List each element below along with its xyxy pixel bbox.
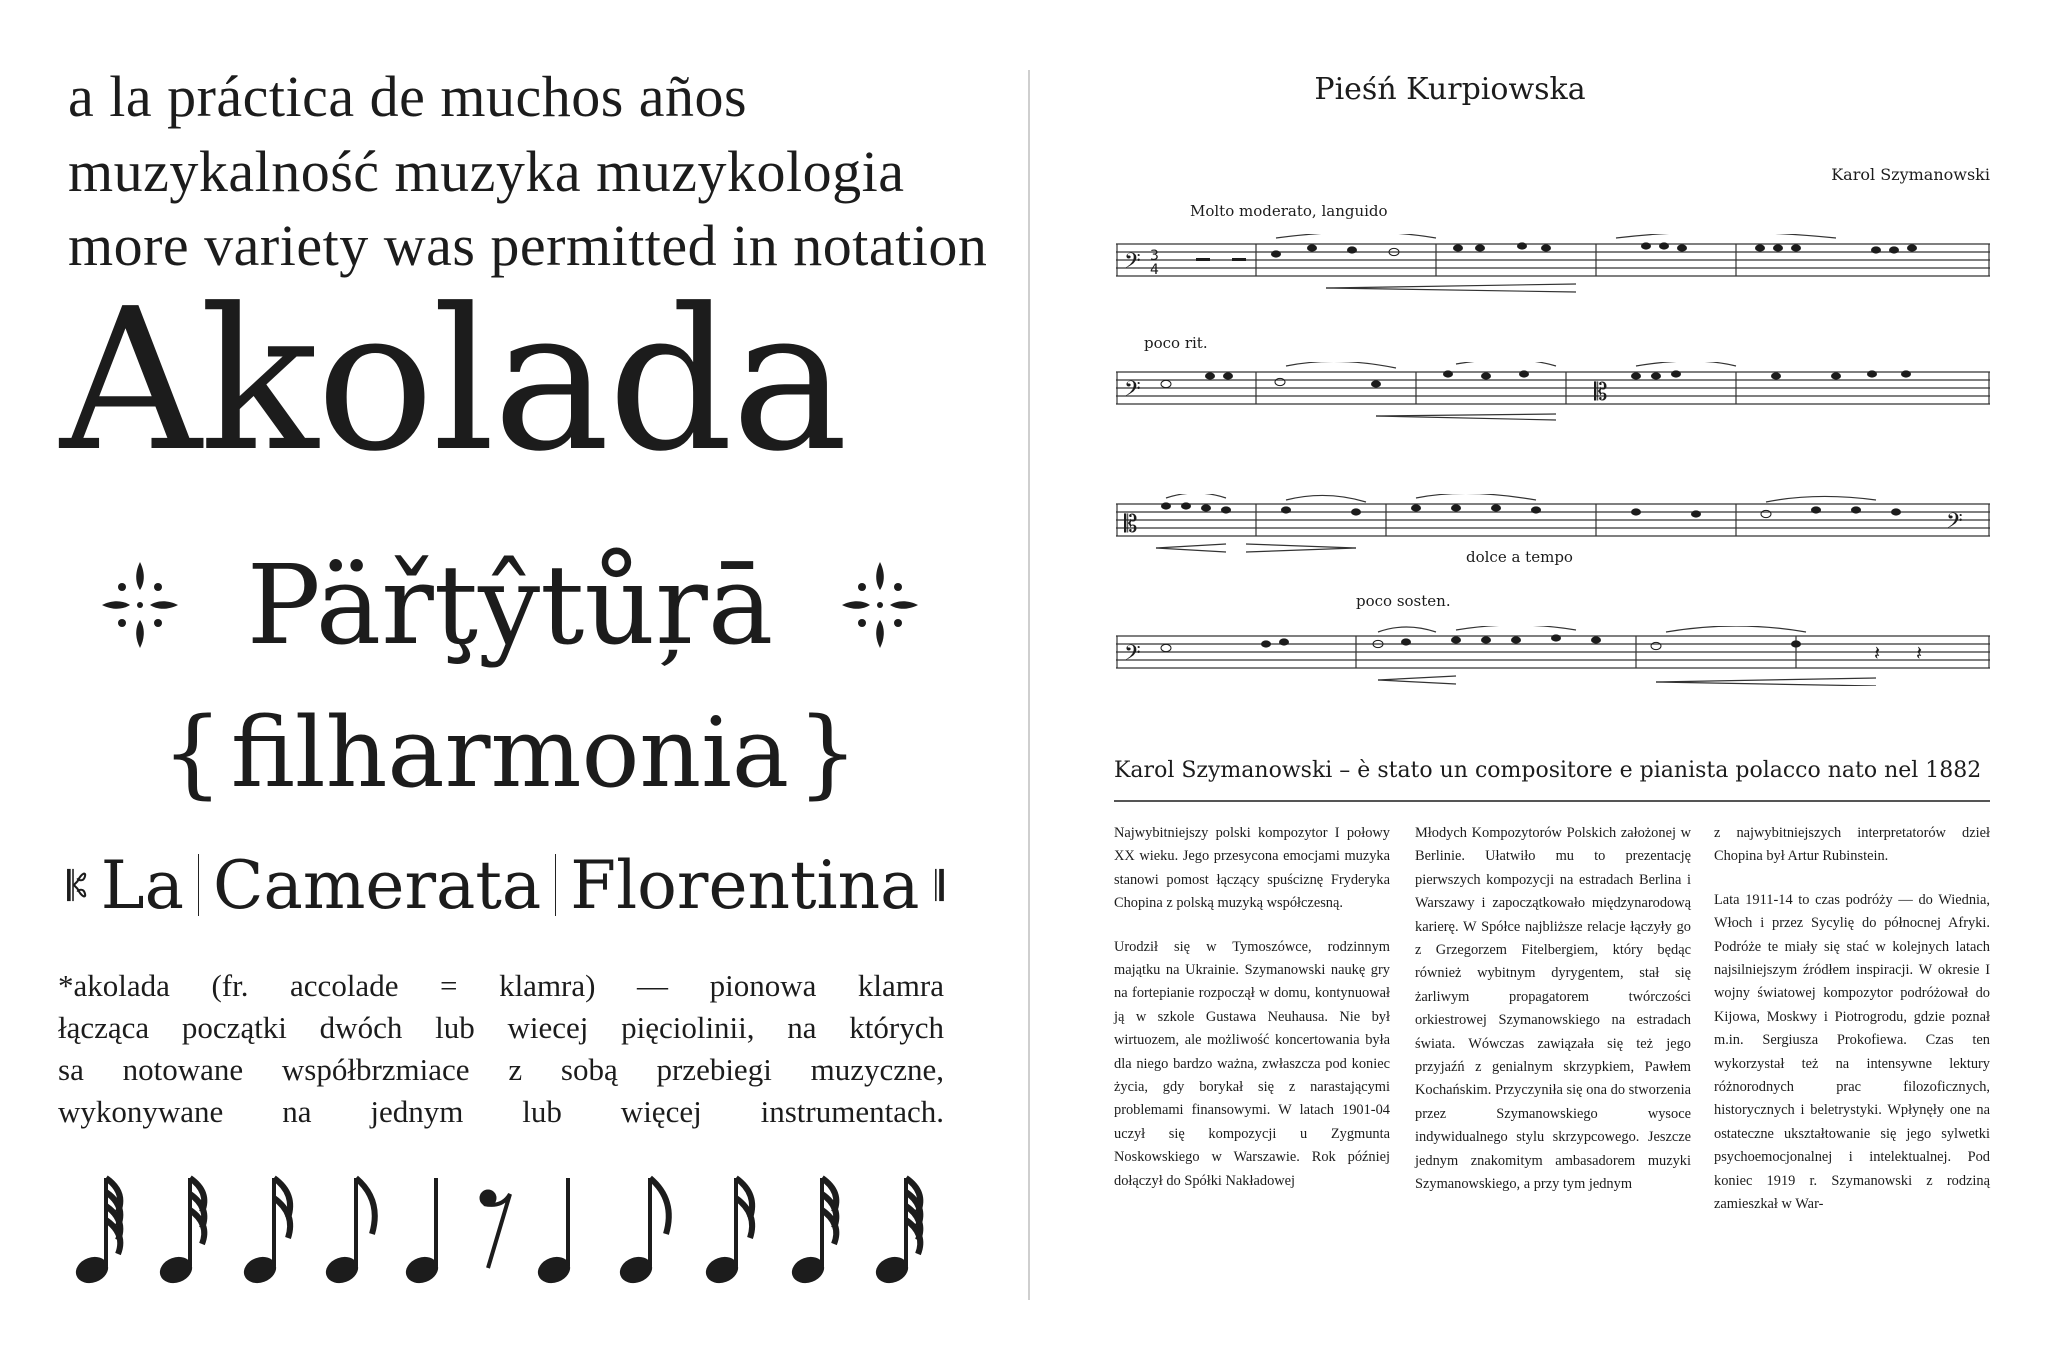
svg-text:𝄢: 𝄢	[1124, 249, 1141, 279]
final-barline-icon	[934, 852, 946, 918]
svg-text:𝄡: 𝄡	[1124, 510, 1138, 538]
staff-system-4	[1116, 626, 1990, 686]
filharmonia-word: filharmonia	[230, 697, 790, 809]
brace-close: }	[797, 697, 859, 809]
eighth-rest-icon	[480, 1190, 510, 1268]
camerata-word-3: Florentina	[570, 846, 920, 924]
svg-text:𝄽: 𝄽	[1916, 641, 1923, 665]
specimen-line-2: muzykalność muzyka muzykologia	[68, 139, 905, 204]
specimen-line-3: more variety was permitted in notation	[68, 213, 988, 278]
sixtyfourth-note-icon	[873, 1178, 920, 1287]
quarter-note-icon	[403, 1178, 441, 1287]
akolada-headline: Akolada	[60, 267, 847, 495]
quarter-note-icon	[535, 1178, 573, 1287]
staff-system-2	[1116, 362, 1990, 422]
akolada-footnote	[58, 965, 944, 1133]
page-gutter-rule	[1028, 70, 1030, 1300]
partytura-word: Päřţŷtůŗā	[246, 541, 774, 669]
specimen-line-1: a la práctica de muchos años	[68, 64, 748, 129]
flourish-left-icon	[100, 560, 180, 650]
tempo-marking: Molto moderato, languido	[1190, 202, 1388, 220]
article-subtitle: Karol Szymanowski – è stato un compositore e pianista polacco nato nel 1882	[1114, 758, 1982, 783]
separator	[198, 854, 199, 916]
camerata-word-2: Camerata	[212, 846, 542, 924]
article-column-2	[1415, 822, 1691, 1217]
sixtyfourth-note-icon	[73, 1178, 120, 1287]
footnote-line: wykonywane na jednym lub więcej instrumentach.	[58, 1094, 944, 1129]
paragraph: Najwybitniejszy polski kompozytor I połowy XX wieku. Jego przesycona emocjami muzyka stanowi pomost łączący spuściznę Fryderyka Chopina z polską muzyką współczesną.	[1114, 825, 1390, 912]
eighth-note-icon	[323, 1178, 375, 1287]
eighth-note-icon	[617, 1178, 669, 1287]
svg-text:𝄢: 𝄢	[1946, 509, 1963, 539]
partytura-row	[100, 540, 920, 670]
tempo-marking: dolce a tempo	[1466, 548, 1573, 566]
svg-text:𝄽: 𝄽	[1874, 641, 1881, 665]
sixteenth-note-icon	[241, 1178, 290, 1287]
footnote-line: *akolada (fr. accolade = klamra) — pionowa klamra	[58, 968, 944, 1003]
footnote-line: sa notowane współbrzmiace z sobą przebiegi muzyczne,	[58, 1052, 944, 1087]
article-column-3	[1714, 822, 1990, 1237]
paragraph: Lata 1911-14 to czas podróży — do Wiednia, Włoch i przez Sycylię do północnej Afryki. Podróże te miały się stać w kolejnych latach najsilniejszym źródłem inspiracji. W okresie I wojny światowej kompozytor podróżował do Kijowa, Moskwy i Piotrogrodu, gdzie poznał m.in. Sergiusza Prokofiewa. Czas ten wykorzystał też na intensywne lektury różnorodnych prac filozoficznych, historycznych i beletrystyki. Wpłynęły one na ostateczne ukształtowanie się jego sylwetki psychoemocjonalnej i intelektualnej. Pod koniec 1919 r. Szymanowski z rodziną zamieszkał w War-	[1714, 891, 1990, 1213]
c-clef-icon	[66, 852, 87, 918]
svg-text:𝄢: 𝄢	[1124, 641, 1141, 671]
sixteenth-note-icon	[703, 1178, 752, 1287]
separator	[555, 854, 556, 916]
tempo-marking: poco sosten.	[1356, 592, 1451, 610]
svg-text:3: 3	[1150, 248, 1159, 264]
footnote-line: łącząca początki dwóch lub wiecej pięciolinii, na których	[58, 1010, 944, 1045]
svg-text:𝄡: 𝄡	[1594, 378, 1608, 406]
paragraph: Młodych Kompozytorów Polskich założonej w Berlinie. Ułatwiło mu to prezentację pierwszych kompozycji na estradach Berlina i Warszawy i zapoczątkowało międzynarodową karierę. W Spółce najbliższe relacje łączyły go z Grzegorzem Fitelbergiem, który będąc również wybitnym dyrygentem, stał się żarliwym propagatorem twórczości orkiestrowej Szymanowskiego na estradach świata. Wówczas zawiązała się też jego przyjaźń z genialnym skrzypkiem, Pawłem Kochańskim. Przyczyniła się ona do stworzenia przez Szymanowskiego wysoce indywidualnego stylu skrzypcowego. Jeszcze jednym znakomitym ambasadorem muzyki Szymanowskiego, a przy tym jednym	[1415, 825, 1691, 1193]
flourish-right-icon	[840, 560, 920, 650]
subtitle-rule	[1114, 800, 1990, 802]
composer-name: Karol Szymanowski	[1831, 165, 1990, 184]
thirtysecond-note-icon	[157, 1178, 204, 1287]
camerata-row	[66, 840, 946, 930]
note-values-row	[70, 1168, 950, 1288]
svg-text:𝄢: 𝄢	[1124, 377, 1141, 407]
brace-open: {	[161, 697, 223, 809]
staff-system-3	[1116, 494, 1990, 554]
camerata-word-1: La	[100, 846, 184, 924]
svg-text:4: 4	[1150, 262, 1159, 278]
filharmonia-row	[161, 688, 859, 818]
article-column-1	[1114, 822, 1390, 1213]
paragraph: z najwybitniejszych interpretatorów dzieł Chopina był Artur Rubinstein.	[1714, 825, 1990, 865]
song-title: Pieśń Kurpiowska	[1314, 72, 1586, 107]
staff-system-1	[1116, 234, 1990, 294]
paragraph: Urodził się w Tymoszówce, rodzinnym majątku na Ukrainie. Szymanowski naukę gry na fortepianie rozpoczął w domu, kontynuował ją w szkole Gustawa Neuhausa. Nie był wirtuozem, ale możliwość koncertowania była dla niego bardzo ważna, zwłaszcza pod koniec życia, gdy borykał się z narastającymi problemami finansowymi. W latach 1901-04 uczył się kompozycji u Zygmunta Noskowskiego w Warszawie. Rok później dołączył do Spółki Nakładowej	[1114, 938, 1390, 1189]
tempo-marking: poco rit.	[1144, 334, 1208, 352]
thirtysecond-note-icon	[789, 1178, 836, 1287]
